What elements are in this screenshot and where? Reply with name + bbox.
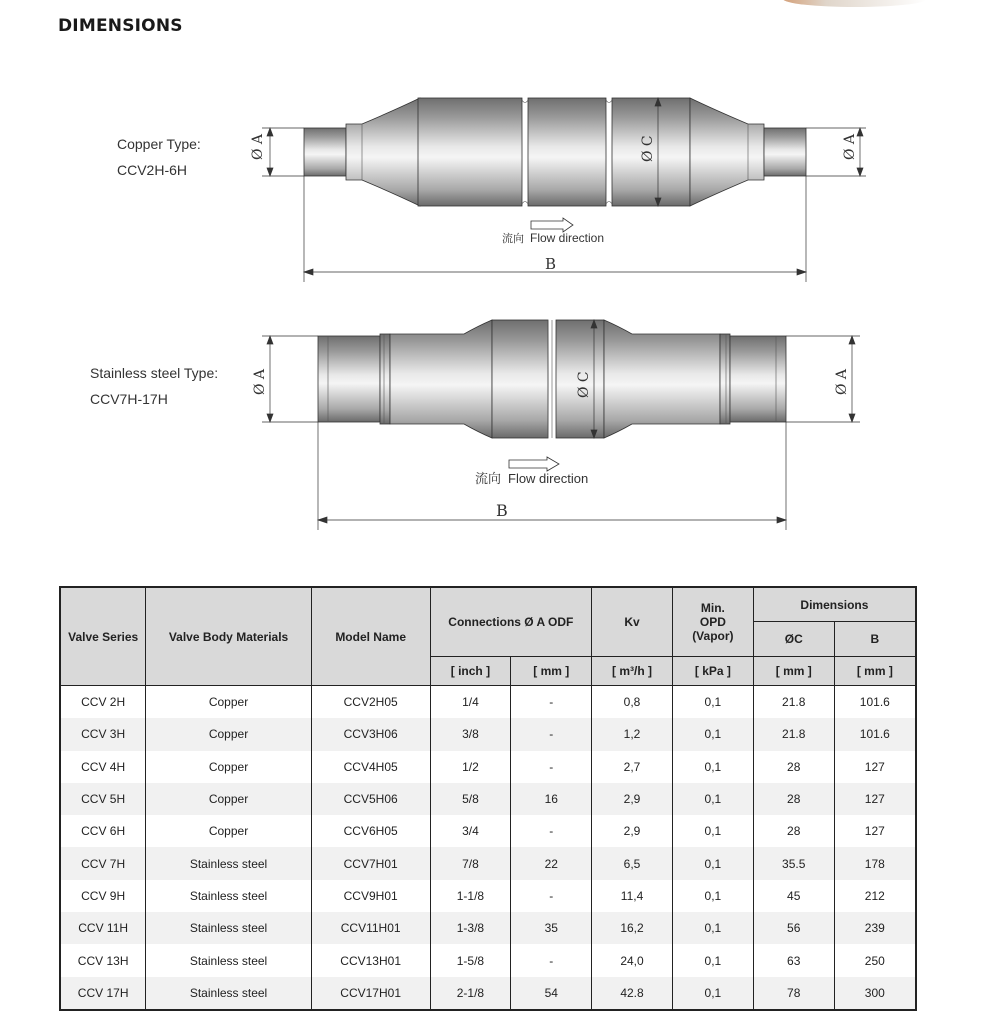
stainless-dim-b: B [496,501,508,520]
copper-flow-en: Flow direction [530,231,605,245]
cell-connection-inch: 1-5/8 [430,944,511,976]
stainless-flow-arrow-icon [509,457,559,471]
cell-min-opd: 0,1 [672,686,753,719]
cell-kv: 2,9 [592,815,673,847]
cell-dc: 45 [753,880,834,912]
cell-min-opd: 0,1 [672,815,753,847]
cell-dc: 63 [753,944,834,976]
cell-valve-series: CCV 11H [60,912,146,944]
cell-valve-series: CCV 3H [60,718,146,750]
cell-connection-mm: - [511,718,592,750]
cell-body-material: Stainless steel [146,847,312,879]
cell-b: 178 [834,847,916,879]
stainless-type-title: Stainless steel Type: [90,365,219,381]
header-connections: Connections Ø A ODF [430,587,592,657]
table-row [60,977,916,1010]
stainless-flow-en: Flow direction [508,471,589,486]
cell-connection-mm: 16 [511,783,592,815]
cell-kv: 6,5 [592,847,673,879]
copper-dim-b: B [545,255,557,273]
cell-body-material: Copper [146,751,312,783]
cell-model-name: CCV9H01 [311,880,430,912]
copper-dim-c: Ø C [640,135,656,162]
cell-b: 212 [834,880,916,912]
copper-dim-a-left: Ø A [250,133,266,160]
cell-kv: 24,0 [592,944,673,976]
table-row [60,718,916,750]
cell-connection-inch: 5/8 [430,783,511,815]
cell-min-opd: 0,1 [672,977,753,1010]
cell-body-material: Stainless steel [146,944,312,976]
table-row [60,944,916,976]
cell-model-name: CCV7H01 [311,847,430,879]
cell-b: 127 [834,751,916,783]
stainless-dim-a-right: Ø A [834,368,850,395]
cell-model-name: CCV17H01 [311,977,430,1010]
cell-b: 250 [834,944,916,976]
cell-min-opd: 0,1 [672,912,753,944]
stainless-type-models: CCV7H-17H [90,391,168,407]
cell-kv: 2,7 [592,751,673,783]
cell-connection-inch: 3/4 [430,815,511,847]
table-row [60,686,916,719]
specifications-table [59,586,917,1011]
cell-min-opd: 0,1 [672,847,753,879]
cell-connection-mm: - [511,944,592,976]
cell-kv: 2,9 [592,783,673,815]
cell-valve-series: CCV 6H [60,815,146,847]
page-title: DIMENSIONS [58,16,183,36]
cell-connection-mm: - [511,686,592,719]
cell-kv: 42.8 [592,977,673,1010]
cell-connection-inch: 1-1/8 [430,880,511,912]
cell-body-material: Copper [146,718,312,750]
table-row [60,880,916,912]
cell-body-material: Stainless steel [146,880,312,912]
cell-valve-series: CCV 17H [60,977,146,1010]
cell-connection-inch: 2-1/8 [430,977,511,1010]
copper-valve-drawing [0,0,1000,290]
cell-connection-mm: - [511,880,592,912]
cell-model-name: CCV6H05 [311,815,430,847]
cell-model-name: CCV13H01 [311,944,430,976]
table-row [60,815,916,847]
cell-b: 127 [834,815,916,847]
header-min-opd: Min. OPD (Vapor) [672,587,753,657]
cell-body-material: Copper [146,815,312,847]
cell-b: 300 [834,977,916,1010]
cell-b: 101.6 [834,718,916,750]
stainless-flow-cn: 流向 [475,471,502,486]
cell-connection-mm: 54 [511,977,592,1010]
table-row [60,912,916,944]
unit-dc: [ mm ] [753,657,834,686]
cell-dc: 35.5 [753,847,834,879]
cell-valve-series: CCV 7H [60,847,146,879]
cell-valve-series: CCV 4H [60,751,146,783]
cell-valve-series: CCV 5H [60,783,146,815]
cell-model-name: CCV5H06 [311,783,430,815]
stainless-dim-c: Ø C [576,371,592,398]
cell-min-opd: 0,1 [672,783,753,815]
table-row [60,751,916,783]
cell-connection-inch: 1/2 [430,751,511,783]
header-body-materials: Valve Body Materials [146,587,312,686]
cell-connection-mm: 35 [511,912,592,944]
cell-dc: 28 [753,783,834,815]
cell-body-material: Stainless steel [146,977,312,1010]
copper-dim-a-right: Ø A [842,133,858,160]
cell-body-material: Stainless steel [146,912,312,944]
unit-mm: [ mm ] [511,657,592,686]
table-header [60,587,916,686]
cell-body-material: Copper [146,686,312,719]
cell-model-name: CCV3H06 [311,718,430,750]
header-model-name: Model Name [311,587,430,686]
cell-connection-inch: 3/8 [430,718,511,750]
cell-connection-inch: 1/4 [430,686,511,719]
cell-valve-series: CCV 13H [60,944,146,976]
cell-connection-inch: 1-3/8 [430,912,511,944]
cell-dc: 28 [753,815,834,847]
cell-dc: 21.8 [753,718,834,750]
header-kv: Kv [592,587,673,657]
cell-kv: 16,2 [592,912,673,944]
header-b: B [834,622,916,657]
header-dimensions: Dimensions [753,587,916,622]
copper-type-title: Copper Type: [117,136,201,152]
cell-b: 101.6 [834,686,916,719]
unit-inch: [ inch ] [430,657,511,686]
copper-flow-cn: 流向 [502,233,524,245]
cell-min-opd: 0,1 [672,880,753,912]
cell-connection-mm: - [511,751,592,783]
unit-kpa: [ kPa ] [672,657,753,686]
cell-dc: 28 [753,751,834,783]
cell-connection-mm: 22 [511,847,592,879]
unit-kv: [ m³/h ] [592,657,673,686]
cell-min-opd: 0,1 [672,718,753,750]
cell-connection-inch: 7/8 [430,847,511,879]
cell-model-name: CCV11H01 [311,912,430,944]
unit-b: [ mm ] [834,657,916,686]
header-valve-series: Valve Series [60,587,146,686]
cell-connection-mm: - [511,815,592,847]
cell-kv: 0,8 [592,686,673,719]
cell-model-name: CCV4H05 [311,751,430,783]
cell-valve-series: CCV 2H [60,686,146,719]
cell-dc: 56 [753,912,834,944]
table-row [60,847,916,879]
table-row [60,783,916,815]
copper-flow-arrow-icon [531,218,573,232]
cell-model-name: CCV2H05 [311,686,430,719]
header-dc: ØC [753,622,834,657]
cell-body-material: Copper [146,783,312,815]
cell-min-opd: 0,1 [672,944,753,976]
cell-kv: 11,4 [592,880,673,912]
stainless-dim-a-left: Ø A [252,368,268,395]
copper-type-models: CCV2H-6H [117,162,188,178]
cell-kv: 1,2 [592,718,673,750]
table-body [60,686,916,1010]
cell-dc: 21.8 [753,686,834,719]
cell-dc: 78 [753,977,834,1010]
cell-b: 239 [834,912,916,944]
cell-b: 127 [834,783,916,815]
stainless-valve-drawing [0,290,1000,540]
cell-min-opd: 0,1 [672,751,753,783]
cell-valve-series: CCV 9H [60,880,146,912]
